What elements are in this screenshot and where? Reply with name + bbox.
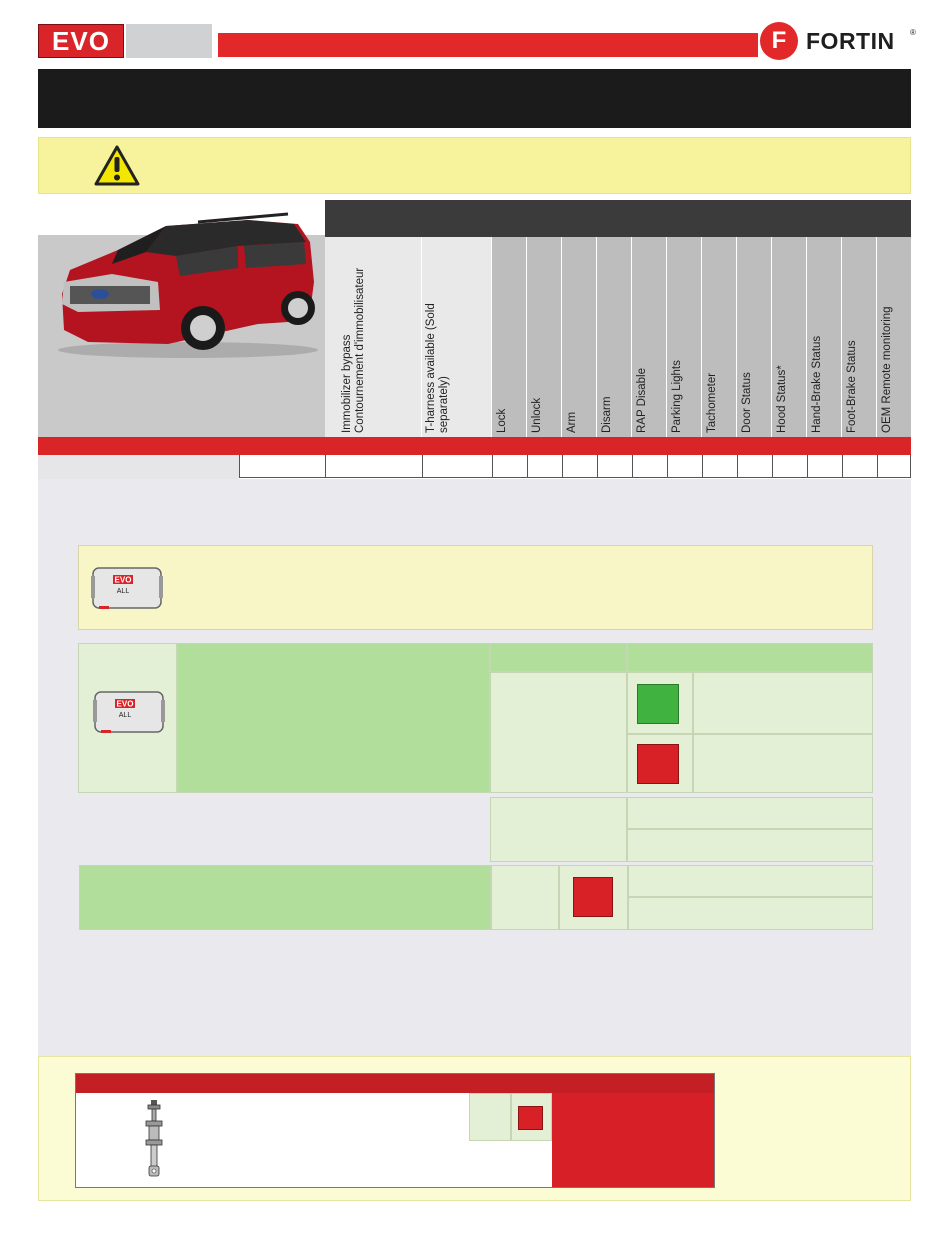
column-label-line: Immobilizer bypass (341, 334, 353, 433)
column-label-line: separately) (437, 376, 450, 433)
column-label: RAP Disable (636, 368, 648, 433)
table-cell (325, 455, 422, 478)
feature-table-row (239, 455, 911, 478)
column-label: Hand-Brake Status (811, 335, 823, 433)
table-cell (239, 455, 325, 478)
table-cell (842, 455, 877, 478)
table-cell (772, 455, 807, 478)
table-cell (469, 1093, 511, 1141)
instructions-cell (79, 865, 491, 930)
programming-led-block (78, 643, 873, 793)
table-cell (628, 897, 873, 930)
column-label: Unlock (531, 397, 543, 433)
red-led-indicator (637, 744, 679, 784)
table-cell (693, 672, 873, 734)
table-cell (492, 455, 527, 478)
red-led-indicator (573, 877, 613, 917)
column-foot-brake-status (842, 237, 877, 437)
column-hand-brake-status (807, 237, 842, 437)
svg-text:ALL: ALL (118, 712, 132, 719)
instructions-cell (177, 643, 490, 793)
evo-logo: EVO (38, 24, 124, 58)
column-unlock (527, 237, 562, 437)
column-tachometer (702, 237, 737, 437)
column-oem-remote-monitoring (877, 237, 911, 437)
table-cell (627, 829, 873, 862)
title-bar (38, 69, 911, 128)
table-cell (628, 865, 873, 897)
column-label: Hood Status* (776, 365, 788, 433)
table-cell (627, 797, 873, 829)
column-immobilizer-bypass (325, 237, 422, 437)
table-cell (597, 455, 632, 478)
feature-table-header (325, 200, 911, 237)
table-cell (702, 455, 737, 478)
warning-triangle-icon (93, 144, 141, 188)
column-label: Foot-Brake Status (846, 340, 858, 433)
table-cell (422, 455, 492, 478)
fortin-logo (760, 22, 916, 62)
vehicle-photo (48, 212, 320, 362)
column-lock (492, 237, 527, 437)
column-label: Parking Lights (671, 360, 683, 433)
table-cell (737, 455, 772, 478)
svg-text:EVO: EVO (116, 699, 134, 709)
warning-banner (38, 137, 911, 194)
table-cell (877, 455, 911, 478)
feature-table-red-stripe (38, 437, 911, 455)
evo-all-module-icon (93, 690, 165, 734)
column-rap-disable (632, 237, 667, 437)
svg-text:ALL: ALL (116, 588, 130, 595)
table-cell (693, 734, 873, 793)
status-block (490, 797, 873, 862)
column-label: Tachometer (706, 372, 718, 433)
table-header-cell (490, 643, 627, 672)
table-cell (490, 672, 627, 793)
header-red-bar (218, 33, 758, 57)
column-label-line: T-harness available (Sold (424, 303, 437, 433)
column-hood-status (772, 237, 807, 437)
red-panel (552, 1093, 714, 1187)
table-cell (562, 455, 597, 478)
fortin-registered-mark: ® (910, 28, 916, 37)
column-label (341, 268, 367, 433)
table-cell (490, 797, 627, 862)
column-label: Disarm (601, 396, 613, 433)
table-header (76, 1074, 714, 1093)
column-label: OEM Remote monitoring (881, 306, 893, 433)
green-led-indicator (637, 684, 679, 724)
column-label: Arm (566, 411, 578, 433)
evo-logo-gray-block (126, 24, 212, 58)
table-cell (667, 455, 702, 478)
hood-pin-icon (144, 1100, 164, 1178)
evo-all-module-icon (91, 566, 163, 610)
red-led-indicator (518, 1106, 543, 1130)
column-t-harness (422, 237, 492, 437)
column-label-line: Contournement d'immobilisateur (354, 267, 366, 433)
column-arm (562, 237, 597, 437)
module-cell (78, 643, 177, 793)
hood-pin-table (75, 1073, 715, 1188)
fortin-logo-mark: F (760, 22, 798, 60)
column-parking-lights (667, 237, 702, 437)
table-cell (527, 455, 562, 478)
column-disarm (597, 237, 632, 437)
column-label: Lock (496, 408, 508, 433)
table-header-cell (627, 643, 873, 672)
module-info-box (78, 545, 873, 630)
table-cell (632, 455, 667, 478)
column-label (425, 303, 451, 433)
svg-text:EVO: EVO (114, 575, 132, 585)
column-door-status (737, 237, 772, 437)
gray-band (38, 455, 239, 479)
status-block (79, 865, 873, 930)
column-label: Door Status (741, 372, 753, 433)
fortin-logo-text: FORTIN (806, 28, 895, 54)
table-cell (807, 455, 842, 478)
table-cell (491, 865, 559, 930)
